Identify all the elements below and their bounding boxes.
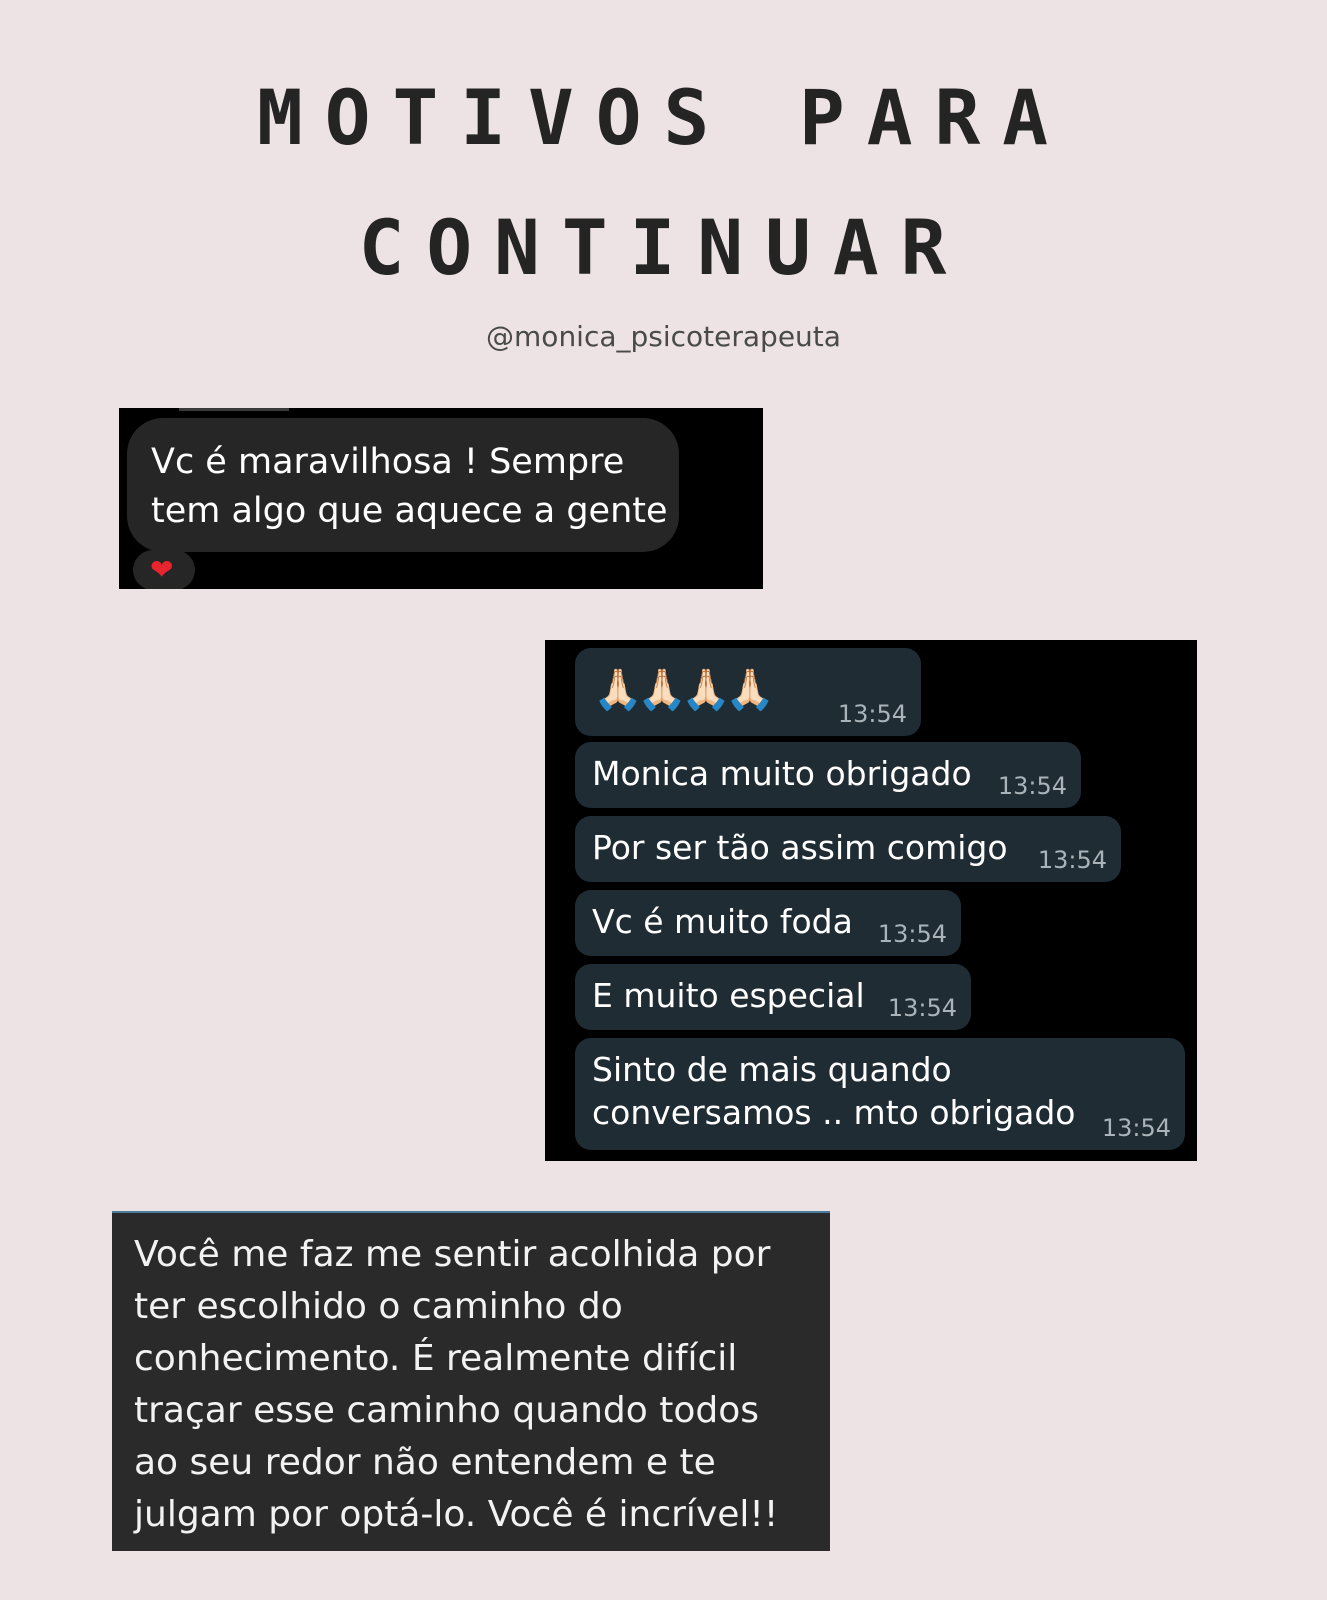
praying-hands-icon: 🙏🏻 [681, 668, 741, 712]
chat-screenshot-3 [112, 1211, 830, 1551]
post-title-line-1: MOTIVOS PARA [256, 73, 1071, 162]
praying-hands-icon: 🙏🏻 [593, 668, 653, 712]
message-bubble [575, 1038, 1185, 1150]
message-time: 13:54 [877, 920, 947, 948]
message-bubble-emoji [575, 648, 921, 736]
message-text: Você me faz me sentir acolhida por ter escolhido o caminho do conhecimento. É realmente difícil traçar esse caminho quando todos ao seu redor não entendem e te julgam por optá-lo. Você é incrível!! [134, 1234, 779, 1535]
message-text: Por ser tão assim comigo [592, 828, 1008, 867]
message-bubble [575, 890, 961, 956]
message-text: Vc é maravilhosa ! Sempre tem algo que aquece a gente [151, 442, 668, 531]
message-time: 13:54 [1101, 1114, 1171, 1142]
chat-screenshot-1 [119, 408, 763, 589]
message-text: Sinto de mais quando conversamos .. mto obrigado [592, 1050, 1076, 1132]
message-time: 13:54 [997, 772, 1067, 800]
emoji-row [593, 666, 785, 714]
praying-hands-icon: 🙏🏻 [637, 668, 697, 712]
message-time: 13:54 [837, 700, 907, 728]
message-time: 13:54 [1037, 846, 1107, 874]
message-time: 13:54 [887, 994, 957, 1022]
reaction-badge [133, 550, 195, 589]
message-text: Vc é muito foda [592, 902, 853, 941]
heart-icon: ❤ [150, 554, 174, 585]
post-title-line-2: CONTINUAR [358, 203, 969, 292]
message-bubble [127, 418, 679, 552]
praying-hands-icon: 🙏🏻 [725, 668, 785, 712]
message-bubble [575, 816, 1121, 882]
message-text: E muito especial [592, 976, 865, 1015]
divider [179, 408, 289, 411]
author-handle: @monica_psicoterapeuta [486, 320, 841, 353]
message-bubble [575, 742, 1081, 808]
chat-screenshot-2 [545, 640, 1197, 1161]
message-bubble [575, 964, 971, 1030]
message-text: Monica muito obrigado [592, 754, 972, 793]
